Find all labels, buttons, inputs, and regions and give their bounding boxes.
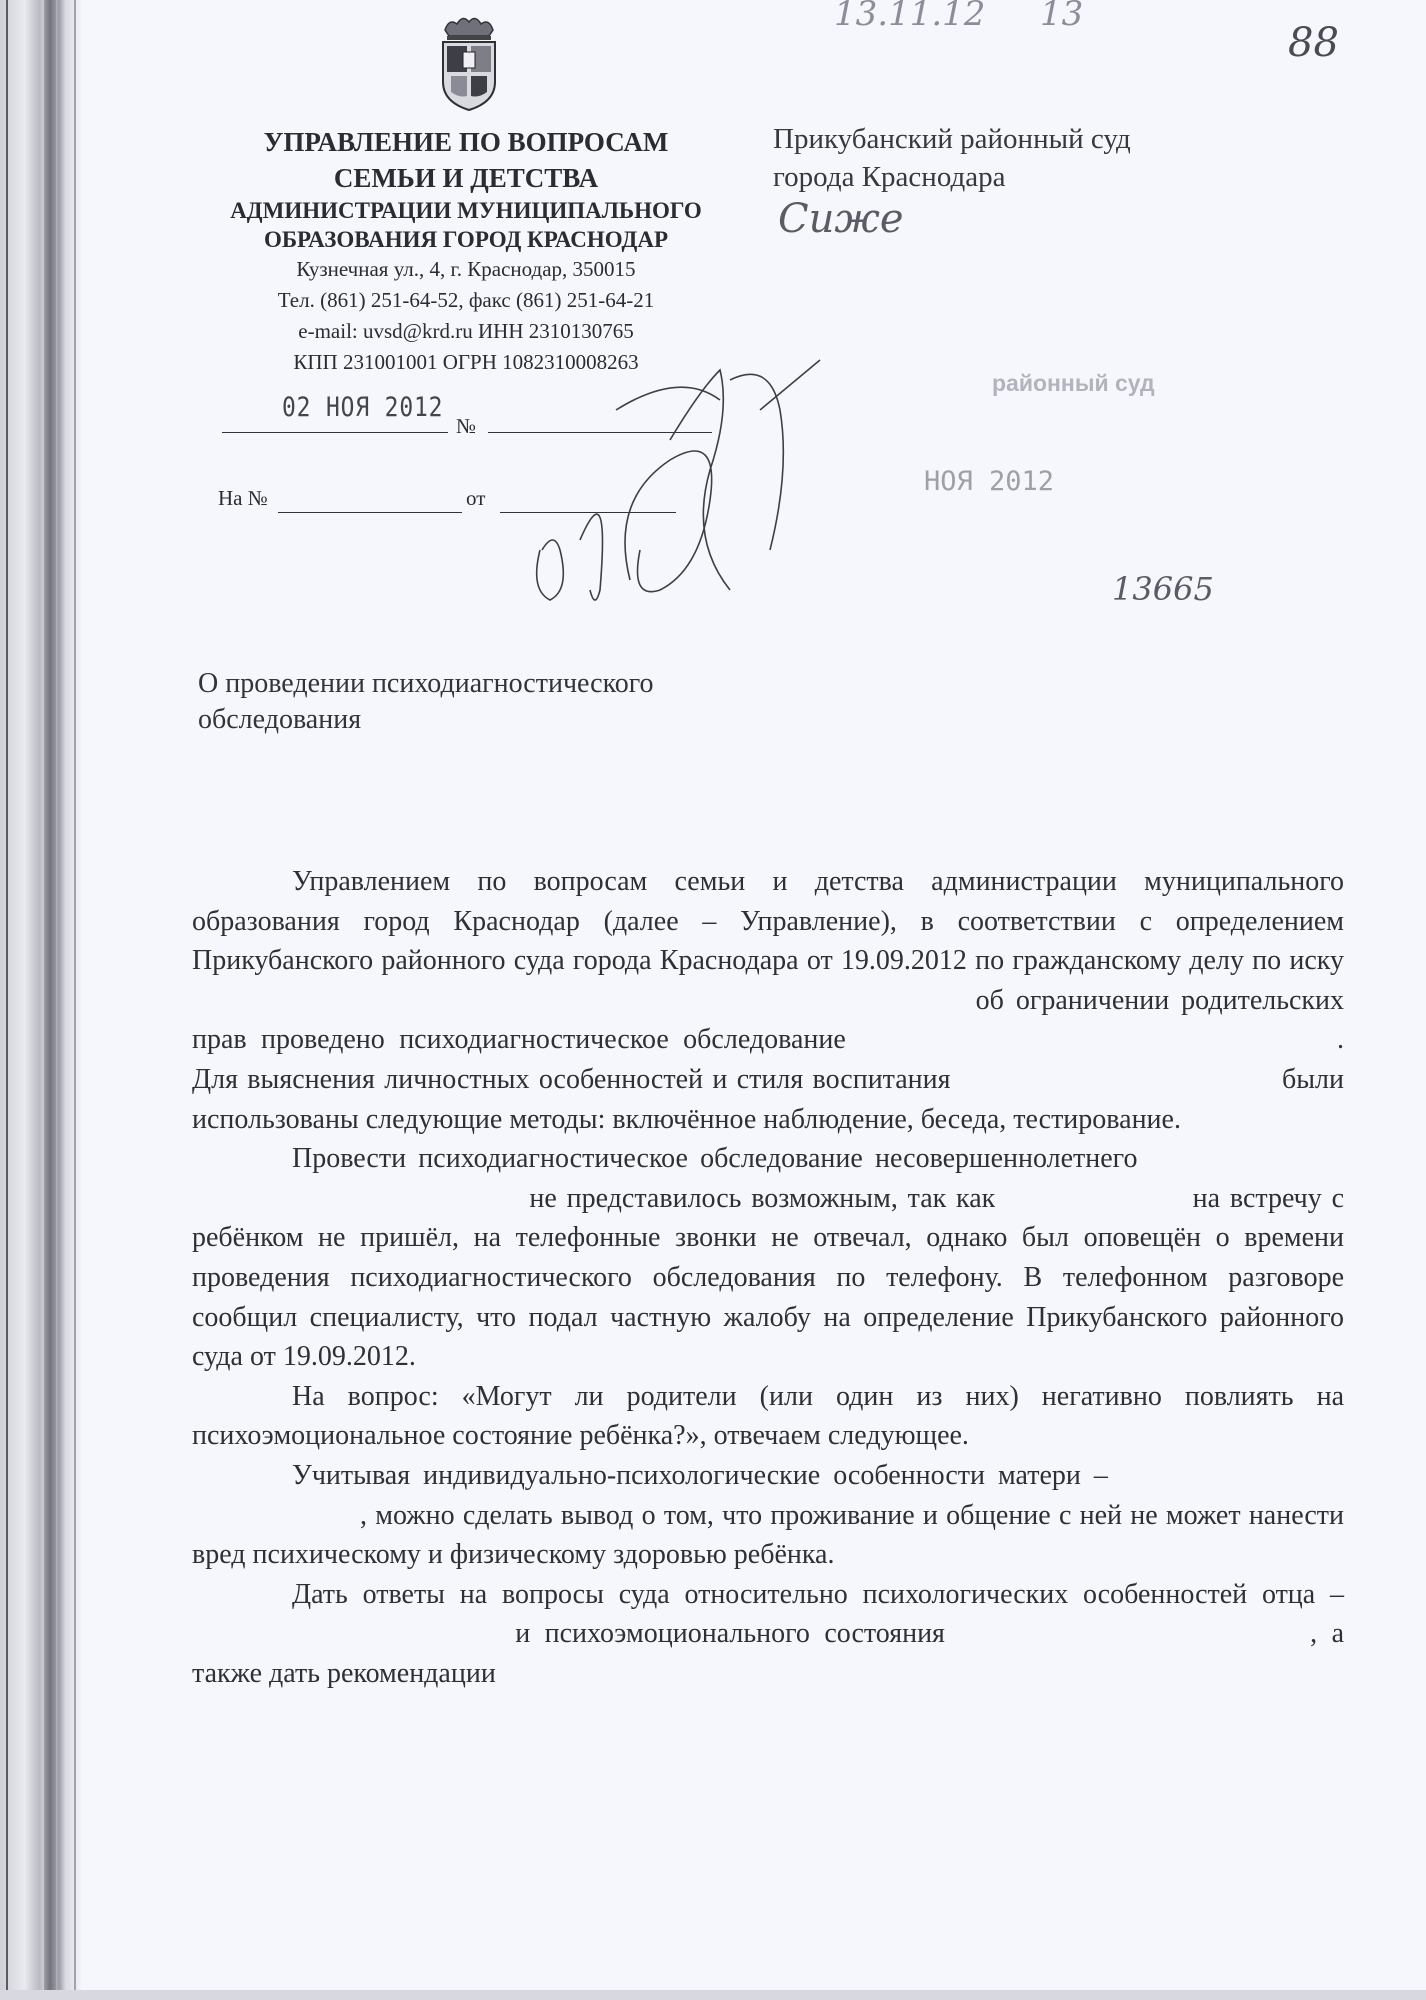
outgoing-date-stamp: 02 НОЯ 2012: [282, 392, 444, 423]
subject-line2: обследования: [198, 704, 362, 735]
incoming-number-handwritten: 13665: [1112, 570, 1214, 608]
org-email-inn: e-mail: uvsd@krd.ru ИНН 2310130765: [298, 319, 634, 343]
handwritten-top-date: 13.11.12: [834, 0, 986, 34]
outgoing-number-sign: №: [456, 414, 477, 438]
org-phone: Тел. (861) 251-64-52, факс (861) 251-64-21: [277, 288, 655, 312]
org-address: Кузнечная ул., 4, г. Краснодар, 350015: [296, 257, 636, 281]
incoming-stamp-date: НОЯ 2012: [924, 466, 1055, 497]
reply-from-label: от: [466, 486, 486, 510]
body-paragraph-3: На вопрос: «Могут ли родители (или один из них) негативно повлиять на психоэмоциональное состояние ребёнка?», отвечаем следующее.: [192, 1380, 1344, 1452]
org-name-line4: ОБРАЗОВАНИЯ ГОРОД КРАСНОДАР: [263, 227, 669, 252]
body-paragraph-1: Управлением по вопросам семьи и детства администрации муниципального образования город Краснодар (далее – Управление), в соответствии с определением Прикубанского районного суда города Краснодара от 19.09.2012 по гражданскому делу по искуоб ограничении родительских прав проведено психодиагностическое обследование . Для выяснения личностных особенностей и стиля воспитания были использованы следующие методы: включённое наблюдение, беседа, тестирование.: [192, 866, 1345, 1135]
subject-line1: О проведении психодиагностического: [198, 668, 654, 699]
handwritten-page-number: 88: [1288, 20, 1339, 66]
body-paragraph-4: Учитывая индивидуально-психологические особенности матери –, можно сделать вывод о том, что проживание и общение с ней не может нанести вред психическому и физическому здоровью ребёнка.: [192, 1459, 1344, 1571]
org-name-line1: УПРАВЛЕНИЕ ПО ВОПРОСАМ: [263, 127, 669, 157]
addressee-handwritten-name: Сиже: [778, 196, 904, 242]
letter-subject: [198, 666, 818, 738]
org-subtitle-block: [216, 196, 716, 254]
reply-to-label: На №: [218, 486, 268, 510]
handwritten-top-number: 13: [1040, 0, 1084, 34]
coat-of-arms-icon: [437, 12, 501, 112]
org-name-block: [216, 124, 716, 196]
resolution-signature: [520, 350, 840, 620]
addressee-block: [773, 120, 1293, 196]
addressee-line2: города Краснодара: [773, 161, 1006, 193]
org-name-line2: СЕМЬИ И ДЕТСТВА: [333, 163, 599, 193]
body-paragraph-2: Провести психодиагностическое обследование несовершеннолетнегоне представилось возможным, так как на встречу с ребёнком не пришёл, на телефонные звонки не отвечал, однако был оповещён о времени проведения психодиагностического обследования по телефону. В телефонном разговоре сообщил специалисту, что подал частную жалобу на определение Прикубанского районного суда от 19.09.2012.: [192, 1143, 1344, 1373]
incoming-stamp-court: районный суд: [992, 370, 1155, 396]
org-name-line3: АДМИНИСТРАЦИИ МУНИЦИПАЛЬНОГО: [230, 198, 702, 223]
reply-to-number-line: [278, 512, 462, 513]
letter-body: [192, 862, 1344, 1693]
scan-binding-edge: [0, 0, 82, 2000]
body-paragraph-5: Дать ответы на вопросы суда относительно психологических особенностей отца –и психоэмоционального состояния , а также дать рекомендации: [192, 1578, 1344, 1689]
org-kpp-ogrn: КПП 231001001 ОГРН 1082310008263: [293, 350, 639, 374]
outgoing-date-line: [222, 432, 448, 433]
addressee-line1: Прикубанский районный суд: [773, 123, 1131, 155]
scan-bottom-edge: [0, 1990, 1426, 2000]
